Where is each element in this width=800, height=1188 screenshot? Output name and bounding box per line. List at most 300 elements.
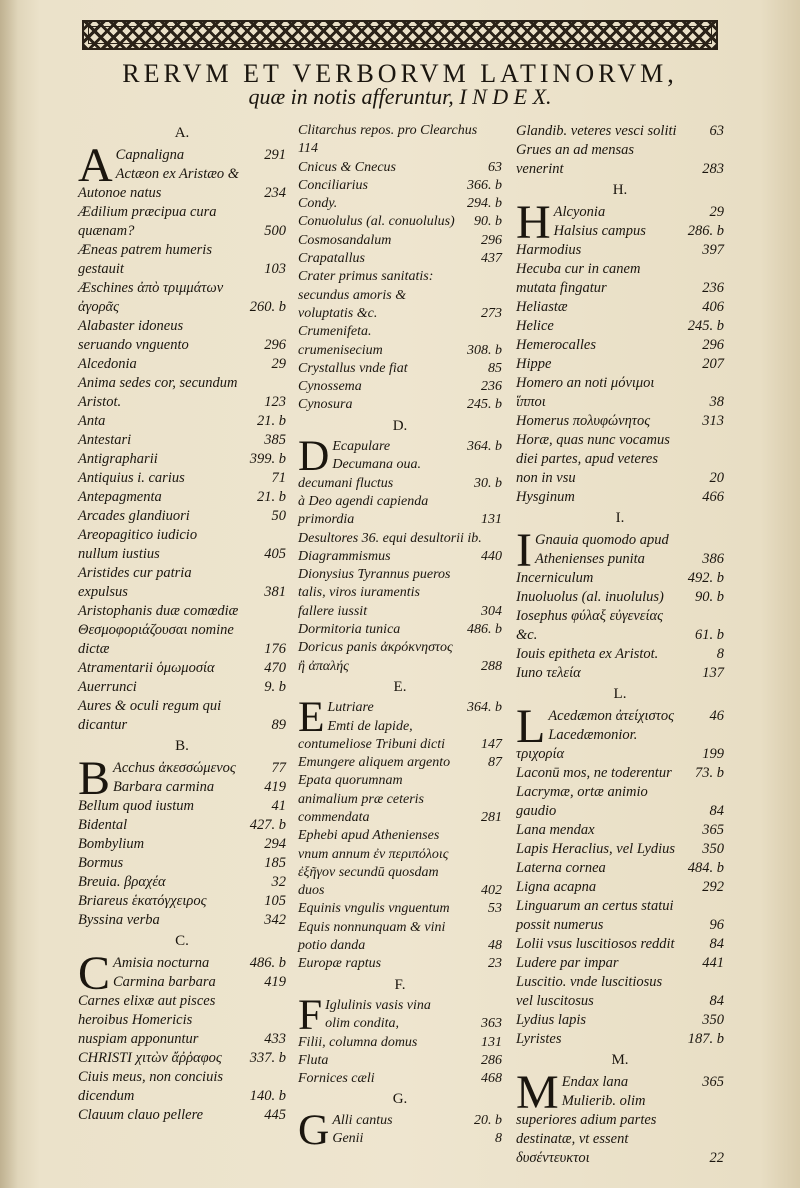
index-entry (298, 177, 502, 195)
index-entry (78, 835, 286, 854)
index-entry (78, 526, 286, 564)
entry-term: Anima sedes cor, secundum Aristot. (78, 375, 238, 410)
entry-page-number: 63 (488, 159, 502, 175)
entry-term: Antigrapharii (78, 451, 158, 467)
index-entry (516, 241, 724, 260)
entry-term: Genii (332, 1131, 364, 1147)
drop-capital: I (516, 524, 532, 577)
index-entry (516, 488, 724, 507)
entry-page-number: 123 (264, 394, 286, 410)
entry-page-number: 187. b (687, 1031, 724, 1047)
section-letter-heading: M. (611, 1052, 629, 1068)
index-entry (78, 564, 286, 602)
section-letter-heading: D. (392, 417, 408, 434)
index-entry (298, 493, 502, 530)
entry-term: Lutriare (327, 700, 374, 716)
entry-term: Grues an ad mensas venerint (516, 142, 635, 177)
entry-term: Arcades glandiuori (78, 508, 190, 524)
entry-term: Lacrymæ, ortæ animio gaudio (516, 784, 648, 819)
entry-term: Amisia nocturna (113, 955, 210, 971)
entry-term: Iuno τελεία (516, 665, 581, 681)
entry-term: Diagrammismus (298, 548, 391, 564)
entry-term: Crapatallus (298, 251, 365, 267)
decorative-headpiece (82, 20, 718, 50)
entry-page-number: 131 (481, 512, 502, 528)
index-entry (298, 195, 502, 213)
entry-term: Aristides cur patria expulsus (78, 565, 192, 600)
entry-page-number: 77 (271, 760, 286, 776)
index-entry (516, 431, 724, 488)
entry-page-number: 8 (716, 646, 724, 662)
entry-page-number: 440 (481, 548, 502, 564)
entry-term: Bormus (78, 855, 124, 871)
index-entry (298, 396, 502, 414)
entry-page-number: 245. b (467, 397, 502, 413)
entry-term: Alcyonia (553, 204, 606, 220)
entry-term: Homerus πολυφώνητος (516, 413, 651, 429)
entry-page-number: 286. b (687, 223, 724, 239)
entry-page-number: 90. b (474, 214, 502, 230)
entry-term: Crater primus sanitatis: secundus amoris & voluptatis &c. (298, 269, 434, 321)
index-entry (78, 659, 286, 678)
index-entry (78, 412, 286, 431)
entry-term: Hysginum (516, 489, 575, 505)
entry-page-number: 61. b (695, 627, 724, 643)
index-entry (298, 621, 502, 639)
entry-page-number: 296 (481, 232, 502, 248)
entry-term: Capnaligna (115, 147, 185, 163)
entry-term: Lana mendax (516, 822, 595, 838)
index-entry (78, 450, 286, 469)
index-entry (298, 232, 502, 250)
entry-page-number: 350 (702, 1012, 724, 1028)
entry-page-number: 470 (264, 660, 286, 676)
drop-capital: G (298, 1105, 330, 1154)
index-entry (516, 1066, 724, 1119)
page-title: RERVM ET VERBORVM LATINORVM, (122, 59, 678, 88)
entry-term: Crumenifeta. crumenisecium (298, 324, 383, 358)
index-entry (78, 374, 286, 412)
entry-page-number: 468 (481, 1071, 502, 1087)
index-entry (516, 897, 724, 935)
index-entry (516, 122, 724, 141)
index-column-2 (298, 122, 502, 1154)
entry-page-number: 234 (264, 185, 286, 201)
entry-term: Ecapulare (332, 439, 391, 455)
index-entry (516, 412, 724, 431)
index-entry (298, 1052, 502, 1070)
entry-term: Homero an noti μόνιμοι ἵπποι (516, 375, 655, 410)
entry-page-number: 427. b (249, 817, 286, 833)
entry-page-number: 245. b (687, 318, 724, 334)
entry-page-number: 105 (264, 893, 286, 909)
drop-capital: M (516, 1066, 559, 1119)
index-entry (516, 260, 724, 298)
entry-term: Ædilium præcipua cura quænam? (78, 204, 217, 239)
entry-term: Clauum clauo pellere (78, 1107, 204, 1123)
index-entry (298, 718, 502, 755)
entry-term: 114 (298, 141, 318, 157)
entry-page-number: 199 (702, 746, 724, 762)
index-entry (516, 954, 724, 973)
index-entry (298, 772, 502, 827)
index-entry (78, 279, 286, 317)
entry-page-number: 441 (702, 955, 724, 971)
index-entry (298, 900, 502, 918)
index-entry (78, 431, 286, 450)
entry-page-number: 296 (702, 337, 724, 353)
index-entry (516, 1011, 724, 1030)
drop-capital: L (516, 700, 546, 753)
index-entry (298, 1070, 502, 1088)
entry-term: Conuolulus (al. conuolulus) (298, 214, 455, 230)
index-entry (298, 159, 502, 177)
entry-page-number: 53 (488, 901, 502, 917)
index-entry (78, 992, 286, 1049)
entry-page-number: 38 (709, 394, 724, 410)
entry-term: Antestari (78, 432, 132, 448)
index-entry (516, 588, 724, 607)
drop-capital: E (298, 693, 325, 742)
index-entry (516, 355, 724, 374)
drop-capital: D (298, 432, 330, 481)
entry-page-number: 9. b (264, 679, 286, 695)
entry-page-number: 433 (264, 1031, 286, 1047)
index-column-3 (516, 122, 724, 1168)
entry-page-number: 492. b (687, 570, 724, 586)
index-entry (298, 268, 502, 323)
entry-term: Heliastæ (516, 299, 568, 315)
entry-term: Inuoluolus (al. inuolulus) (516, 589, 664, 605)
index-entry (516, 317, 724, 336)
entry-term: Conciliarius (298, 177, 369, 193)
entry-term: Barbara carmina (113, 779, 215, 795)
entry-page-number: 185 (264, 855, 286, 871)
entry-page-number: 21. b (257, 489, 286, 505)
entry-page-number: 273 (481, 305, 502, 321)
index-entry (516, 607, 724, 645)
entry-term: Crystallus vnde fiat (298, 360, 408, 376)
index-entry (516, 664, 724, 683)
entry-term: Bellum quod iustum (78, 798, 194, 814)
entry-page-number: 364. b (467, 700, 502, 716)
section-letter-heading: E. (393, 678, 407, 695)
entry-page-number: 385 (264, 432, 286, 448)
index-entry (298, 456, 502, 493)
entry-term: Hecuba cur in canem mutata fingatur (516, 261, 641, 296)
entry-term: Mulierib. olim superiores adium partes destinatæ, vt essent δυσέντευκτοι (516, 1093, 657, 1166)
entry-term: Clitarchus repos. pro Clearchus (298, 123, 478, 138)
entry-page-number: 294 (264, 836, 286, 852)
entry-page-number: 85 (488, 360, 502, 376)
entry-term: Incerniculum (516, 570, 594, 586)
entry-term: Cynossema (298, 379, 362, 395)
index-entry (78, 507, 286, 526)
entry-term: Byssina verba (78, 912, 160, 928)
entry-page-number: 131 (481, 1034, 502, 1050)
index-entry (298, 566, 502, 621)
index-entry (298, 990, 502, 1039)
entry-term: Equis nonnunquam & vini potio danda (298, 919, 446, 954)
drop-capital: C (78, 947, 111, 1000)
index-entry (516, 1030, 724, 1049)
entry-term: Anta (78, 413, 106, 429)
entry-page-number: 29 (709, 204, 724, 220)
index-entry (516, 1092, 724, 1168)
entry-term: Acedæmon ἀτείχιστος (548, 708, 674, 724)
entry-page-number: 304 (481, 603, 502, 619)
entry-term: Iglulinis vasis vina olim condita, (325, 997, 431, 1032)
entry-term: Horæ, quas nunc vocamus diei partes, apud veteres non in vsu (516, 432, 670, 486)
index-entry (516, 764, 724, 783)
entry-page-number: 337. b (249, 1050, 286, 1066)
index-entry (298, 754, 502, 772)
entry-page-number: 23 (488, 956, 502, 972)
section-letter-heading: I. (615, 510, 625, 526)
entry-term: Desultores 36. equi desultorii ib. (298, 530, 482, 546)
index-entry (298, 919, 502, 956)
entry-page-number: 103 (264, 261, 286, 277)
index-entry (298, 323, 502, 360)
entry-page-number: 486. b (467, 622, 502, 638)
entry-term: Aures & oculi regum qui dicantur (78, 698, 222, 733)
index-entry (298, 213, 502, 231)
entry-term: Ludere par impar (516, 955, 619, 971)
entry-page-number: 445 (264, 1107, 286, 1123)
entry-page-number: 363 (481, 1016, 502, 1032)
index-entry (516, 141, 724, 179)
entry-term: Emungere aliquem argento (298, 755, 451, 771)
index-entry (78, 973, 286, 992)
index-entry (516, 336, 724, 355)
entry-term: Harmodius (516, 242, 582, 258)
index-entry (298, 827, 502, 900)
index-entry (78, 911, 286, 930)
entry-page-number: 48 (488, 938, 502, 954)
entry-term: Lapis Heraclius, vel Lydius (516, 841, 676, 857)
entry-page-number: 46 (709, 708, 724, 724)
entry-page-number: 500 (264, 223, 286, 239)
section-letter-heading: G. (392, 1091, 408, 1108)
entry-page-number: 437 (481, 251, 502, 267)
entry-page-number: 71 (271, 470, 286, 486)
entry-term: Cnicus & Cnecus (298, 159, 396, 175)
index-entry (78, 697, 286, 735)
entry-term: Epata quorumnam animalium præ ceteris commendata (298, 773, 424, 825)
entry-page-number: 381 (264, 584, 286, 600)
entry-page-number: 365 (702, 822, 724, 838)
index-entry (516, 726, 724, 764)
entry-term: Lacedæmonior. τριχορία (516, 727, 638, 762)
entry-term: Cosmosandalum (298, 232, 392, 248)
entry-page-number: 288 (481, 658, 502, 674)
entry-term: Helice (516, 318, 554, 334)
entry-page-number: 484. b (687, 860, 724, 876)
entry-page-number: 147 (481, 736, 502, 752)
section-letter-heading: H. (612, 182, 628, 198)
entry-term: Actæon ex Aristæo & Autonoe natus (78, 166, 240, 201)
entry-page-number: 8 (495, 1131, 502, 1147)
entry-term: Europæ raptus (298, 956, 382, 972)
entry-term: Iosephus φύλαξ εὐγενείας &c. (516, 608, 664, 643)
index-entry (78, 892, 286, 911)
drop-capital: B (78, 752, 111, 805)
index-entry (298, 378, 502, 396)
entry-page-number: 296 (264, 337, 286, 353)
entry-page-number: 308. b (467, 342, 502, 358)
index-entry (78, 854, 286, 873)
entry-page-number: 405 (264, 546, 286, 562)
entry-term: Equinis vngulis vnguentum (298, 901, 450, 917)
entry-page-number: 96 (709, 917, 724, 933)
index-entry (516, 878, 724, 897)
entry-page-number: 386 (702, 551, 724, 567)
index-entry (78, 488, 286, 507)
entry-term: Dionysius Tyrannus pueros talis, viros iuramentis fallere iussit (298, 567, 451, 619)
entry-page-number: 140. b (249, 1088, 286, 1104)
entry-page-number: 90. b (695, 589, 724, 605)
index-entry (78, 873, 286, 892)
entry-term: Doricus panis ἀκρόκνηστος ἢ ἀπαλής (298, 640, 453, 674)
index-entry (78, 355, 286, 374)
entry-page-number: 397 (702, 242, 724, 258)
entry-term: Bombylium (78, 836, 145, 852)
index-entry (516, 973, 724, 1011)
entry-page-number: 29 (271, 356, 286, 372)
index-column-1 (78, 122, 286, 1125)
entry-term: Aristophanis duæ comœdiæ Θεσμοφοριάζουσαι nomine dictæ (78, 603, 239, 657)
index-entry (516, 645, 724, 664)
entry-term: Dormitoria tunica (298, 622, 401, 638)
entry-term: Briareus ἑκατόγχειρος (78, 893, 207, 909)
entry-page-number: 281 (481, 809, 502, 825)
index-entry (78, 241, 286, 279)
entry-term: Antiquius i. carius (78, 470, 185, 486)
index-entry (78, 602, 286, 659)
drop-capital: F (298, 990, 323, 1039)
entry-term: Ephebi apud Athenienses vnum annum ἐν περιπόλοις ἐξῆγον secundū quosdam duos (298, 828, 449, 899)
entry-page-number: 236 (702, 280, 724, 296)
entry-term: Fornices cæli (298, 1071, 375, 1087)
entry-page-number: 137 (702, 665, 724, 681)
index-entry (78, 816, 286, 835)
entry-page-number: 366. b (467, 177, 502, 193)
index-entry (78, 317, 286, 355)
index-entry (516, 935, 724, 954)
entry-term: Linguarum an certus statui possit numerus (516, 898, 674, 933)
index-entry (516, 859, 724, 878)
entry-term: Alli cantus (332, 1112, 393, 1128)
entry-term: Alcedonia (78, 356, 137, 372)
entry-term: à Deo agendi capienda primordia (298, 493, 429, 528)
entry-page-number: 176 (264, 641, 286, 657)
entry-page-number: 20. b (474, 1112, 502, 1128)
drop-capital: H (516, 196, 551, 249)
entry-term: Laterna cornea (516, 860, 606, 876)
index-entry (298, 122, 502, 140)
entry-term: Lyristes (516, 1031, 562, 1047)
index-entry (298, 639, 502, 676)
page-subtitle: quæ in notis afferuntur, I N D E X. (248, 84, 552, 109)
entry-term: Hippe (516, 356, 552, 372)
index-entry (78, 778, 286, 797)
entry-page-number: 89 (271, 717, 286, 733)
entry-page-number: 73. b (695, 765, 724, 781)
index-entry (516, 569, 724, 588)
entry-page-number: 486. b (249, 955, 286, 971)
entry-term: Halsius campus (553, 223, 646, 239)
index-entry (298, 1130, 502, 1148)
entry-page-number: 313 (702, 413, 724, 429)
index-entry (78, 1106, 286, 1125)
entry-term: Ligna acapna (516, 879, 597, 895)
entry-page-number: 236 (481, 379, 502, 395)
entry-page-number: 260. b (249, 299, 286, 315)
entry-page-number: 294. b (467, 196, 502, 212)
index-entry (78, 203, 286, 241)
entry-page-number: 291 (264, 147, 286, 163)
entry-page-number: 84 (709, 993, 724, 1009)
entry-term: Cynosura (298, 397, 353, 413)
entry-page-number: 350 (702, 841, 724, 857)
index-entry (516, 298, 724, 317)
index-entry (78, 797, 286, 816)
entry-term: Filii, columna domus (298, 1034, 418, 1050)
entry-page-number: 84 (709, 936, 724, 952)
entry-term: Emti de lapide, contumeliose Tribuni dicti (298, 718, 445, 752)
entry-term: Lydius lapis (516, 1012, 587, 1028)
index-entry (516, 821, 724, 840)
entry-term: Condy. (298, 196, 338, 212)
entry-term: Atramentarii ὁμωμοσία (78, 660, 215, 676)
entry-page-number: 283 (702, 161, 724, 177)
entry-term: Luscitio. vnde luscitiosus vel luscitosus (516, 974, 663, 1009)
entry-page-number: 21. b (257, 413, 286, 429)
entry-term: Areopagitico iudicio nullum iustius (78, 527, 198, 562)
index-entry (516, 222, 724, 241)
index-entry (298, 548, 502, 566)
index-entry (78, 165, 286, 203)
entry-page-number: 63 (709, 123, 724, 139)
entry-page-number: 207 (702, 356, 724, 372)
index-entry (516, 840, 724, 859)
entry-term: Laconū mos, ne toderentur (516, 765, 672, 781)
entry-page-number: 20 (709, 470, 724, 486)
entry-term: Fluta (298, 1052, 329, 1068)
entry-page-number: 50 (271, 508, 286, 524)
section-letter-heading: L. (613, 686, 627, 702)
section-letter-heading: B. (175, 738, 189, 754)
section-letter-heading: F. (394, 976, 406, 993)
entry-page-number: 292 (702, 879, 724, 895)
section-letter-heading: C. (175, 933, 189, 949)
entry-term: Æneas patrem humeris gestauit (78, 242, 212, 277)
index-entry (516, 374, 724, 412)
entry-page-number: 406 (702, 299, 724, 315)
entry-page-number: 419 (264, 974, 286, 990)
index-entry (78, 1049, 286, 1068)
index-entry (298, 1034, 502, 1052)
index-entry (78, 1068, 286, 1106)
entry-term: Hemerocalles (516, 337, 596, 353)
entry-page-number: 22 (709, 1150, 724, 1166)
entry-page-number: 419 (264, 779, 286, 795)
index-entry (516, 524, 724, 577)
entry-term: Antepagmenta (78, 489, 162, 505)
entry-page-number: 399. b (249, 451, 286, 467)
page-gutter-shadow (0, 0, 18, 1188)
drop-capital: A (78, 139, 113, 192)
